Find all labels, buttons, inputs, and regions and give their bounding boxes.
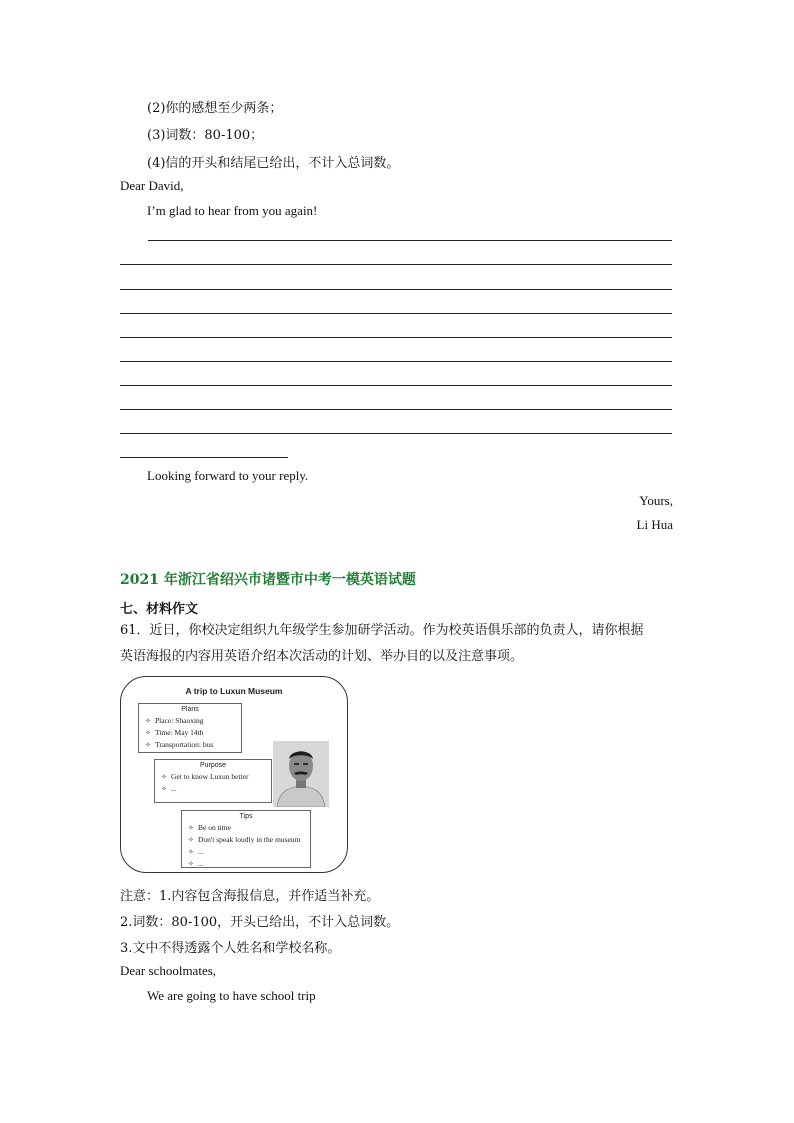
writing-line[interactable] — [120, 313, 672, 314]
note-3: 3.文中不得透露个人姓名和学校名称。 — [120, 941, 341, 956]
writing-line[interactable] — [120, 457, 288, 458]
plans-item: ✧ Place: Shaoxing — [145, 716, 204, 725]
prompt-line-2: 英语海报的内容用英语介绍本次活动的计划、举办目的以及注意事项。 — [120, 649, 524, 664]
letter-salutation: Dear David, — [120, 178, 184, 193]
purpose-box — [154, 759, 272, 803]
writing-line[interactable] — [120, 264, 672, 265]
writing-line[interactable] — [120, 433, 672, 434]
tips-heading: Tips — [239, 813, 253, 820]
tips-box — [181, 810, 311, 868]
writing-line[interactable] — [148, 240, 672, 241]
plans-item: ✧ Transportation: bus — [145, 740, 214, 749]
tips-item: ✧ ... — [188, 847, 204, 856]
prompt-line-1: 61．近日，你校决定组织九年级学生参加研学活动。作为校英语俱乐部的负责人，请你根据 — [120, 623, 644, 638]
star-bullet-icon: ✧ — [161, 785, 167, 793]
star-bullet-icon: ✧ — [188, 824, 194, 832]
star-bullet-icon: ✧ — [145, 729, 151, 737]
writing-line[interactable] — [120, 289, 672, 290]
plans-heading: Plans — [181, 706, 199, 713]
writing-line[interactable] — [120, 361, 672, 362]
letter-opening: I’m glad to hear from you again! — [147, 203, 318, 218]
star-bullet-icon: ✧ — [145, 717, 151, 725]
requirement-2: (2)你的感想至少两条； — [147, 101, 283, 116]
star-bullet-icon: ✧ — [145, 741, 151, 749]
letter2-salutation: Dear schoolmates, — [120, 963, 217, 978]
star-bullet-icon: ✧ — [188, 848, 194, 856]
star-bullet-icon: ✧ — [188, 860, 194, 868]
star-bullet-icon: ✧ — [188, 836, 194, 844]
writing-line[interactable] — [120, 337, 672, 338]
purpose-item: ✧ Get to know Luxun better — [161, 772, 249, 781]
purpose-item: ✧ ... — [161, 784, 177, 793]
plans-box — [138, 703, 242, 753]
tips-item: ✧ Be on time — [188, 823, 231, 832]
tips-item: ✧ Don't speak loudly in the museum — [188, 835, 301, 844]
requirement-3: (3)词数：80-100； — [147, 128, 264, 143]
exam-title: 2021 年浙江省绍兴市诸暨市中考一模英语试题 — [120, 572, 416, 588]
poster-title: A trip to Luxun Museum — [185, 686, 283, 696]
writing-line[interactable] — [120, 385, 672, 386]
letter-signature: Li Hua — [636, 517, 673, 532]
section-title: 七、材料作文 — [120, 602, 199, 617]
note-2: 2.词数：80-100，开头已给出，不计入总词数。 — [120, 915, 400, 930]
plans-item: ✧ Time: May 14th — [145, 728, 204, 737]
note-1: 注意：1.内容包含海报信息，并作适当补充。 — [120, 889, 380, 904]
purpose-heading: Purpose — [199, 762, 227, 769]
letter-yours: Yours, — [639, 493, 673, 508]
letter2-opening: We are going to have school trip — [147, 988, 316, 1003]
writing-line[interactable] — [120, 409, 672, 410]
star-bullet-icon: ✧ — [161, 773, 167, 781]
portrait-photo-icon — [273, 741, 329, 807]
letter-closing: Looking forward to your reply. — [147, 468, 309, 483]
requirement-4: (4)信的开头和结尾已给出，不计入总词数。 — [147, 156, 400, 171]
tips-item: ✧ ... — [188, 859, 204, 868]
